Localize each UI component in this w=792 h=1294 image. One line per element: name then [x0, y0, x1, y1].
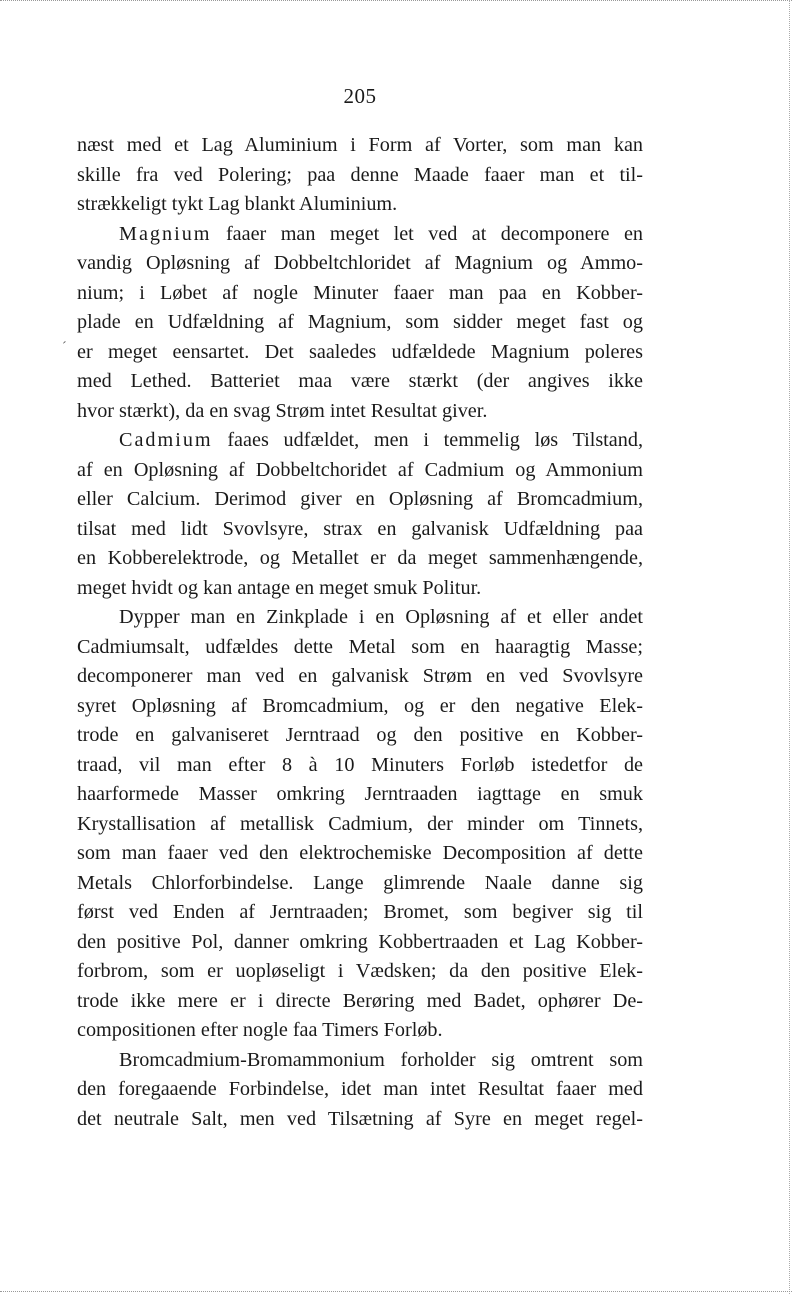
paragraph-cadmium: [77, 426, 643, 603]
text-line-rest: faaer man meget let ved at decomponere en: [211, 222, 643, 245]
term-magnium: Magnium: [119, 222, 212, 245]
text-line: [77, 220, 643, 250]
text-line: meget hvidt og kan antage en meget smuk Politur.: [77, 576, 482, 599]
text-line: traad, vil man efter 8 à 10 Minuters Forløb istedetfor de: [77, 753, 643, 776]
text-line: som man faaer ved den elektrochemiske Decomposition af dette: [77, 842, 643, 864]
scan-edge-right: [789, 0, 790, 1294]
text-line: Bromcadmium-Bromammonium forholder sig omtrent som: [119, 1048, 643, 1071]
text-line: Metals Chlorforbindelse. Lange glimrende Naale danne sig: [77, 871, 643, 894]
text-line: [77, 426, 643, 456]
text-line: den foregaaende Forbindelse, idet man intet Resultat faaer med: [77, 1078, 643, 1100]
text-line: først ved Enden af Jerntraaden; Bromet, som begiver sig til: [77, 901, 643, 923]
margin-mark: ´: [62, 340, 67, 355]
text-line: er meget eensartet. Det saaledes udfældede Magnium poleres: [77, 340, 643, 363]
text-line: næst med et Lag Aluminium i Form af Vorter, som man kan: [77, 134, 643, 156]
text-line: Dypper man en Zinkplade i en Opløsning af et eller andet: [119, 606, 643, 628]
text-line: skille fra ved Polering; paa denne Maade faaer man et til-: [77, 163, 643, 186]
text-line: af en Opløsning af Dobbeltchoridet af Cadmium og Ammonium: [77, 458, 643, 481]
text-line: trode ikke mere er i directe Berøring med Badet, ophører De-: [77, 989, 643, 1012]
paragraph-magnium: [77, 220, 643, 427]
paragraph-zinkplade: [77, 603, 643, 1046]
text-line: syret Opløsning af Bromcadmium, og er den negative Elek-: [77, 694, 643, 717]
text-line: tilsat med lidt Svovlsyre, strax en galvanisk Udfældning paa: [77, 517, 643, 540]
text-line: en Kobberelektrode, og Metallet er da meget sammenhængende,: [77, 547, 643, 569]
text-line: vandig Opløsning af Dobbeltchloridet af Magnium og Ammo-: [77, 252, 643, 274]
text-line: strækkeligt tykt Lag blankt Aluminium.: [77, 193, 398, 215]
term-cadmium: Cadmium: [119, 429, 213, 451]
text-line: eller Calcium. Derimod giver en Opløsning af Bromcadmium,: [77, 488, 643, 510]
text-line: hvor stærkt), da en svag Strøm intet Resultat giver.: [77, 399, 488, 422]
paragraph-continuation: [77, 131, 643, 220]
text-line: plade en Udfældning af Magnium, som sidder meget fast og: [77, 311, 643, 333]
text-line: det neutrale Salt, men ved Tilsætning af Syre en meget regel-: [77, 1107, 643, 1130]
text-line: decomponerer man ved en galvanisk Strøm en ved Svovlsyre: [77, 665, 643, 687]
text-line: forbrom, som er uopløseligt i Vædsken; da den positive Elek-: [77, 960, 643, 982]
text-line: Krystallisation af metallisk Cadmium, der minder om Tinnets,: [77, 812, 643, 835]
text-line: med Lethed. Batteriet maa være stærkt (der angives ikke: [77, 370, 643, 392]
text-line: den positive Pol, danner omkring Kobbertraaden et Lag Kobber-: [77, 930, 643, 953]
text-line: nium; i Løbet af nogle Minuter faaer man paa en Kobber-: [77, 281, 643, 304]
scan-edge-bottom: [0, 1291, 792, 1292]
text-line: Cadmiumsalt, udfældes dette Metal som en haaragtig Masse;: [77, 635, 643, 658]
text-line: trode en galvaniseret Jerntraad og den positive en Kobber-: [77, 724, 643, 746]
text-line-rest: faaes udfældet, men i temmelig løs Tilstand,: [212, 429, 643, 451]
paragraph-bromcadmium: [77, 1046, 643, 1135]
body-text: [77, 131, 643, 1134]
page-number: 205: [343, 84, 377, 108]
scan-edge-top: [0, 0, 792, 3]
text-line: haarformede Masser omkring Jerntraaden iagttage en smuk: [77, 783, 643, 805]
text-line: compositionen efter nogle faa Timers Forløb.: [77, 1019, 443, 1041]
